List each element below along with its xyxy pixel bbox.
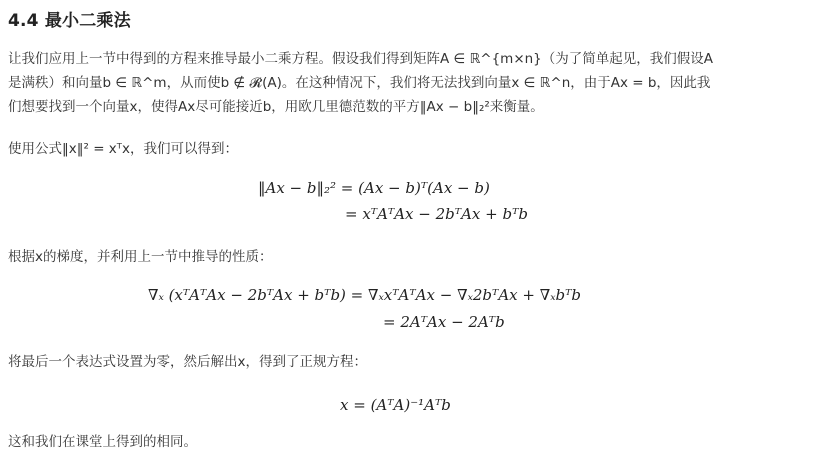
intro-line-2: 是满秩）和向量b ∈ ℝ^m，从而使b ∉ 𝓡(A)。在这种情况下，我们将无法找到向量x ∈ ℝ^n，由于Ax = b，因此我: [8, 75, 711, 91]
formula-intro: 使用公式‖x‖² = xᵀx，我们可以得到：: [8, 141, 238, 157]
intro-line-1: 让我们应用上一节中得到的方程来推导最小二乘方程。假设我们得到矩阵A ∈ ℝ^{m×n}（为了简单起见，我们假设A: [8, 51, 714, 67]
intro-paragraph: [8, 47, 808, 119]
intro-line-3: 们想要找到一个向量x，使得Ax尽可能接近b，用欧几里德范数的平方‖Ax − b‖₂²来衡量。: [8, 99, 544, 115]
closing-sentence: 这和我们在课堂上得到的相同。: [8, 434, 197, 450]
equation-2-line-2: = 2AᵀAx − 2Aᵀb: [383, 313, 505, 331]
section-title: 4.4 最小二乘法: [8, 11, 131, 31]
solve-intro: 将最后一个表达式设置为零，然后解出x，得到了正规方程：: [8, 354, 367, 370]
equation-1-line-1: ‖Ax − b‖₂² = (Ax − b)ᵀ(Ax − b): [258, 179, 490, 197]
equation-2-line-1: ∇ₓ (xᵀAᵀAx − 2bᵀAx + bᵀb) = ∇ₓxᵀAᵀAx − ∇ₓ2bᵀAx + ∇ₓbᵀb: [148, 286, 582, 304]
normal-equation: x = (AᵀA)⁻¹Aᵀb: [340, 396, 451, 414]
equation-1-line-2: = xᵀAᵀAx − 2bᵀAx + bᵀb: [345, 205, 528, 223]
gradient-intro: 根据x的梯度，并利用上一节中推导的性质：: [8, 249, 273, 265]
